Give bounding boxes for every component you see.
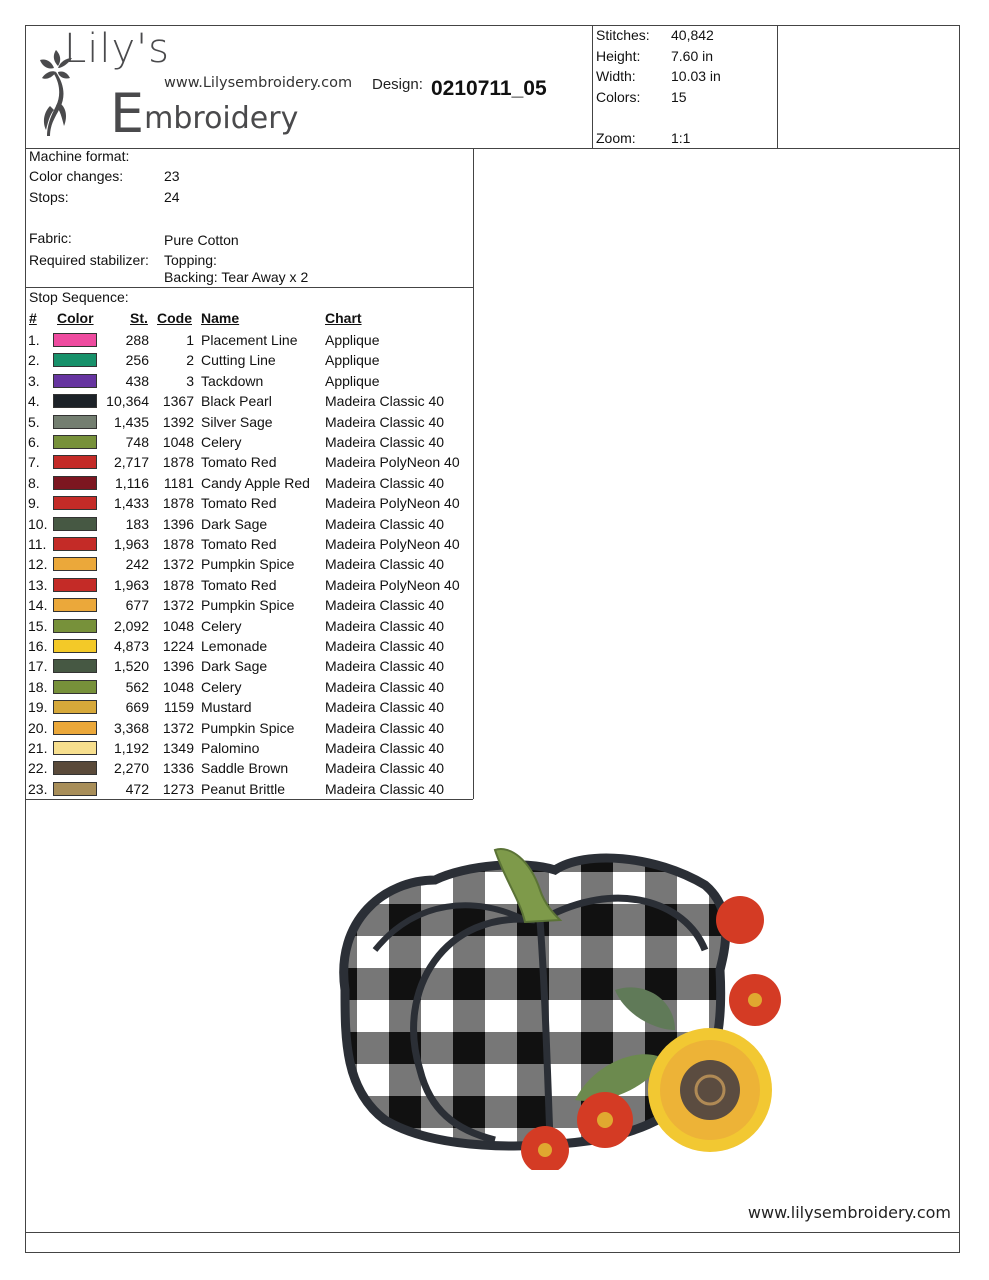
row-chart: Madeira Classic 40 bbox=[325, 719, 445, 736]
stat-zoom-value: 1:1 bbox=[671, 130, 691, 146]
stat-zoom-label: Zoom: bbox=[596, 130, 636, 146]
col-header-st: St. bbox=[130, 310, 148, 326]
table-row bbox=[25, 514, 473, 534]
row-number: 20. bbox=[28, 719, 48, 736]
color-swatch bbox=[53, 415, 97, 429]
row-number: 8. bbox=[28, 474, 40, 491]
row-number: 16. bbox=[28, 638, 48, 654]
row-name: Pumpkin Spice bbox=[201, 556, 295, 573]
row-chart: Madeira Classic 40 bbox=[325, 393, 445, 410]
row-name: Cutting Line bbox=[201, 352, 276, 369]
table-row bbox=[25, 452, 473, 472]
row-number: 15. bbox=[28, 617, 48, 634]
row-name: Dark Sage bbox=[201, 658, 268, 675]
row-number: 12. bbox=[28, 556, 48, 573]
footer-website: www.lilysembroidery.com bbox=[747, 1203, 951, 1222]
row-stitches: 1,520 bbox=[113, 658, 149, 675]
row-number: 13. bbox=[28, 576, 48, 593]
row-name: Saddle Brown bbox=[201, 760, 289, 777]
table-row bbox=[25, 575, 473, 595]
row-number: 9. bbox=[28, 495, 40, 512]
table-row bbox=[25, 350, 473, 370]
row-name: Palomino bbox=[201, 740, 260, 756]
color-swatch bbox=[53, 761, 97, 775]
row-stitches: 677 bbox=[125, 597, 149, 614]
row-chart: Madeira PolyNeon 40 bbox=[325, 536, 460, 552]
row-code: 1878 bbox=[162, 536, 194, 552]
sunflower bbox=[648, 1028, 772, 1152]
row-chart: Madeira Classic 40 bbox=[325, 556, 445, 573]
color-swatch bbox=[53, 353, 97, 367]
table-row bbox=[25, 616, 473, 636]
stops-value: 24 bbox=[164, 189, 180, 205]
row-code: 1878 bbox=[162, 454, 194, 471]
row-chart: Madeira Classic 40 bbox=[325, 678, 445, 695]
row-code: 1048 bbox=[162, 678, 194, 695]
row-number: 21. bbox=[28, 740, 48, 756]
table-row bbox=[25, 412, 473, 432]
row-name: Tomato Red bbox=[201, 454, 277, 471]
row-chart: Madeira Classic 40 bbox=[325, 434, 445, 450]
color-swatch bbox=[53, 455, 97, 469]
design-number: 0210711_05 bbox=[431, 77, 547, 100]
row-chart: Madeira Classic 40 bbox=[325, 638, 445, 654]
row-chart: Applique bbox=[325, 372, 380, 389]
row-stitches: 288 bbox=[125, 332, 149, 348]
row-code: 1372 bbox=[162, 719, 194, 736]
col-header-chart: Chart bbox=[325, 310, 362, 326]
row-number: 22. bbox=[28, 760, 48, 777]
table-row bbox=[25, 371, 473, 391]
row-stitches: 438 bbox=[125, 372, 149, 389]
color-swatch bbox=[53, 619, 97, 633]
color-swatch bbox=[53, 476, 97, 490]
row-chart: Madeira Classic 40 bbox=[325, 413, 445, 430]
row-name: Tackdown bbox=[201, 372, 264, 389]
stat-stitches-value: 40,842 bbox=[671, 27, 714, 43]
row-chart: Applique bbox=[325, 352, 380, 369]
table-row bbox=[25, 493, 473, 513]
col-header-color: Color bbox=[57, 310, 94, 326]
stops-label: Stops: bbox=[29, 189, 69, 205]
table-row bbox=[25, 595, 473, 615]
col-header-num: # bbox=[29, 310, 37, 326]
color-swatch bbox=[53, 537, 97, 551]
row-number: 11. bbox=[28, 536, 47, 552]
row-code: 1396 bbox=[162, 658, 194, 675]
table-row bbox=[25, 473, 473, 493]
row-chart: Madeira Classic 40 bbox=[325, 699, 445, 716]
header-website: www.Lilysembroidery.com bbox=[164, 75, 353, 91]
row-name: Black Pearl bbox=[201, 393, 272, 410]
row-name: Tomato Red bbox=[201, 576, 277, 593]
row-name: Celery bbox=[201, 434, 242, 450]
design-preview-image bbox=[325, 840, 795, 1170]
fabric-value: Pure Cotton bbox=[164, 232, 239, 248]
row-stitches: 1,963 bbox=[113, 576, 149, 593]
row-stitches: 4,873 bbox=[113, 638, 149, 654]
color-swatch bbox=[53, 598, 97, 612]
color-swatch bbox=[53, 680, 97, 694]
row-number: 18. bbox=[28, 678, 48, 695]
row-chart: Madeira Classic 40 bbox=[325, 740, 445, 756]
color-swatch bbox=[53, 517, 97, 531]
stat-colors-value: 15 bbox=[671, 89, 687, 105]
row-number: 14. bbox=[28, 597, 48, 614]
row-name: Dark Sage bbox=[201, 515, 268, 532]
row-code: 3 bbox=[186, 372, 194, 389]
row-chart: Madeira Classic 40 bbox=[325, 760, 445, 777]
row-number: 17. bbox=[28, 658, 48, 675]
row-stitches: 1,435 bbox=[113, 413, 149, 430]
color-swatch bbox=[53, 374, 97, 388]
row-code: 1273 bbox=[162, 780, 194, 797]
stat-colors-label: Colors: bbox=[596, 89, 641, 105]
color-swatch bbox=[53, 496, 97, 510]
row-code: 1372 bbox=[162, 597, 194, 614]
row-code: 1349 bbox=[162, 740, 194, 756]
info-divider bbox=[25, 287, 473, 288]
row-stitches: 472 bbox=[125, 780, 149, 797]
row-name: Silver Sage bbox=[201, 413, 273, 430]
stat-width-label: Width: bbox=[596, 68, 636, 84]
table-row bbox=[25, 432, 473, 452]
table-row bbox=[25, 697, 473, 717]
color-swatch bbox=[53, 435, 97, 449]
design-label: Design: bbox=[372, 76, 423, 93]
row-chart: Madeira Classic 40 bbox=[325, 515, 445, 532]
row-stitches: 10,364 bbox=[106, 393, 149, 410]
row-chart: Madeira Classic 40 bbox=[325, 617, 445, 634]
row-number: 7. bbox=[28, 454, 40, 471]
color-swatch bbox=[53, 659, 97, 673]
row-stitches: 3,368 bbox=[113, 719, 149, 736]
row-code: 1224 bbox=[162, 638, 194, 654]
row-code: 1372 bbox=[162, 556, 194, 573]
row-name: Celery bbox=[201, 617, 242, 634]
row-code: 1878 bbox=[162, 576, 194, 593]
table-row bbox=[25, 636, 473, 656]
row-number: 1. bbox=[28, 332, 40, 348]
row-chart: Madeira PolyNeon 40 bbox=[325, 454, 460, 471]
row-stitches: 2,092 bbox=[113, 617, 149, 634]
col-header-name: Name bbox=[201, 310, 240, 326]
row-chart: Madeira Classic 40 bbox=[325, 474, 445, 491]
row-number: 19. bbox=[28, 699, 48, 716]
row-code: 1367 bbox=[162, 393, 194, 410]
table-row bbox=[25, 330, 473, 350]
row-name: Tomato Red bbox=[201, 536, 277, 552]
row-stitches: 2,270 bbox=[113, 760, 149, 777]
color-swatch bbox=[53, 700, 97, 714]
stat-width-value: 10.03 in bbox=[671, 68, 721, 84]
table-row bbox=[25, 656, 473, 676]
row-stitches: 562 bbox=[125, 678, 149, 695]
row-stitches: 1,963 bbox=[113, 536, 149, 552]
color-swatch bbox=[53, 333, 97, 347]
stabilizer-topping: Topping: bbox=[164, 252, 217, 268]
color-swatch bbox=[53, 578, 97, 592]
stat-height-label: Height: bbox=[596, 48, 641, 64]
row-stitches: 1,192 bbox=[113, 740, 149, 756]
row-name: Peanut Brittle bbox=[201, 780, 286, 797]
color-swatch bbox=[53, 721, 97, 735]
row-name: Pumpkin Spice bbox=[201, 597, 295, 614]
row-number: 2. bbox=[28, 352, 40, 369]
color-swatch bbox=[53, 394, 97, 408]
logo-text-embroidery: Embroidery bbox=[110, 82, 299, 145]
table-row bbox=[25, 534, 473, 554]
row-chart: Madeira Classic 40 bbox=[325, 658, 445, 675]
row-stitches: 2,717 bbox=[113, 454, 149, 471]
row-code: 1336 bbox=[162, 760, 194, 777]
row-code: 1048 bbox=[162, 434, 194, 450]
table-row bbox=[25, 677, 473, 697]
fabric-label: Fabric: bbox=[29, 230, 72, 246]
row-stitches: 183 bbox=[125, 515, 149, 532]
row-code: 1181 bbox=[163, 474, 194, 491]
stat-stitches-label: Stitches: bbox=[596, 27, 650, 43]
row-code: 2 bbox=[186, 352, 194, 369]
table-row bbox=[25, 738, 473, 758]
machine-format-label: Machine format: bbox=[29, 148, 130, 164]
row-stitches: 1,433 bbox=[113, 495, 149, 512]
row-code: 1159 bbox=[163, 699, 194, 716]
row-code: 1 bbox=[186, 332, 194, 348]
row-code: 1396 bbox=[162, 515, 194, 532]
stats-left-divider bbox=[592, 25, 593, 148]
table-row bbox=[25, 718, 473, 738]
stabilizer-backing: Backing: Tear Away x 2 bbox=[164, 269, 309, 285]
table-row bbox=[25, 554, 473, 574]
color-swatch bbox=[53, 557, 97, 571]
row-chart: Madeira PolyNeon 40 bbox=[325, 495, 460, 512]
row-number: 6. bbox=[28, 434, 40, 450]
row-number: 23. bbox=[28, 780, 48, 797]
stop-sequence-title: Stop Sequence: bbox=[29, 289, 129, 305]
row-code: 1878 bbox=[162, 495, 194, 512]
row-name: Candy Apple Red bbox=[201, 474, 310, 491]
stat-height-value: 7.60 in bbox=[671, 48, 714, 64]
logo-text-lilys: Lily's bbox=[64, 26, 171, 72]
row-code: 1392 bbox=[162, 413, 194, 430]
table-row bbox=[25, 758, 473, 778]
footer-divider bbox=[25, 1232, 960, 1233]
row-stitches: 256 bbox=[125, 352, 149, 369]
row-stitches: 748 bbox=[125, 434, 149, 450]
stabilizer-label: Required stabilizer: bbox=[29, 252, 149, 268]
info-right-divider bbox=[473, 148, 474, 799]
row-stitches: 1,116 bbox=[115, 474, 149, 491]
row-name: Mustard bbox=[201, 699, 252, 716]
row-chart: Madeira PolyNeon 40 bbox=[325, 576, 460, 593]
row-name: Placement Line bbox=[201, 332, 298, 348]
color-changes-value: 23 bbox=[164, 168, 180, 184]
row-name: Lemonade bbox=[201, 638, 268, 654]
row-stitches: 242 bbox=[125, 556, 149, 573]
col-header-code: Code bbox=[157, 310, 192, 326]
row-chart: Madeira Classic 40 bbox=[325, 780, 445, 797]
color-swatch bbox=[53, 639, 97, 653]
row-code: 1048 bbox=[162, 617, 194, 634]
row-name: Celery bbox=[201, 678, 242, 695]
row-name: Pumpkin Spice bbox=[201, 719, 295, 736]
row-chart: Madeira Classic 40 bbox=[325, 597, 445, 614]
stats-right-divider bbox=[777, 25, 778, 148]
table-row bbox=[25, 391, 473, 411]
color-swatch bbox=[53, 782, 97, 796]
row-stitches: 669 bbox=[125, 699, 149, 716]
row-chart: Applique bbox=[325, 332, 380, 348]
row-number: 3. bbox=[28, 372, 40, 389]
row-number: 10. bbox=[28, 515, 48, 532]
color-swatch bbox=[53, 741, 97, 755]
row-number: 4. bbox=[28, 393, 40, 410]
color-changes-label: Color changes: bbox=[29, 168, 124, 184]
header-divider bbox=[25, 148, 960, 149]
row-number: 5. bbox=[28, 413, 40, 430]
row-name: Tomato Red bbox=[201, 495, 277, 512]
table-row bbox=[25, 779, 473, 799]
